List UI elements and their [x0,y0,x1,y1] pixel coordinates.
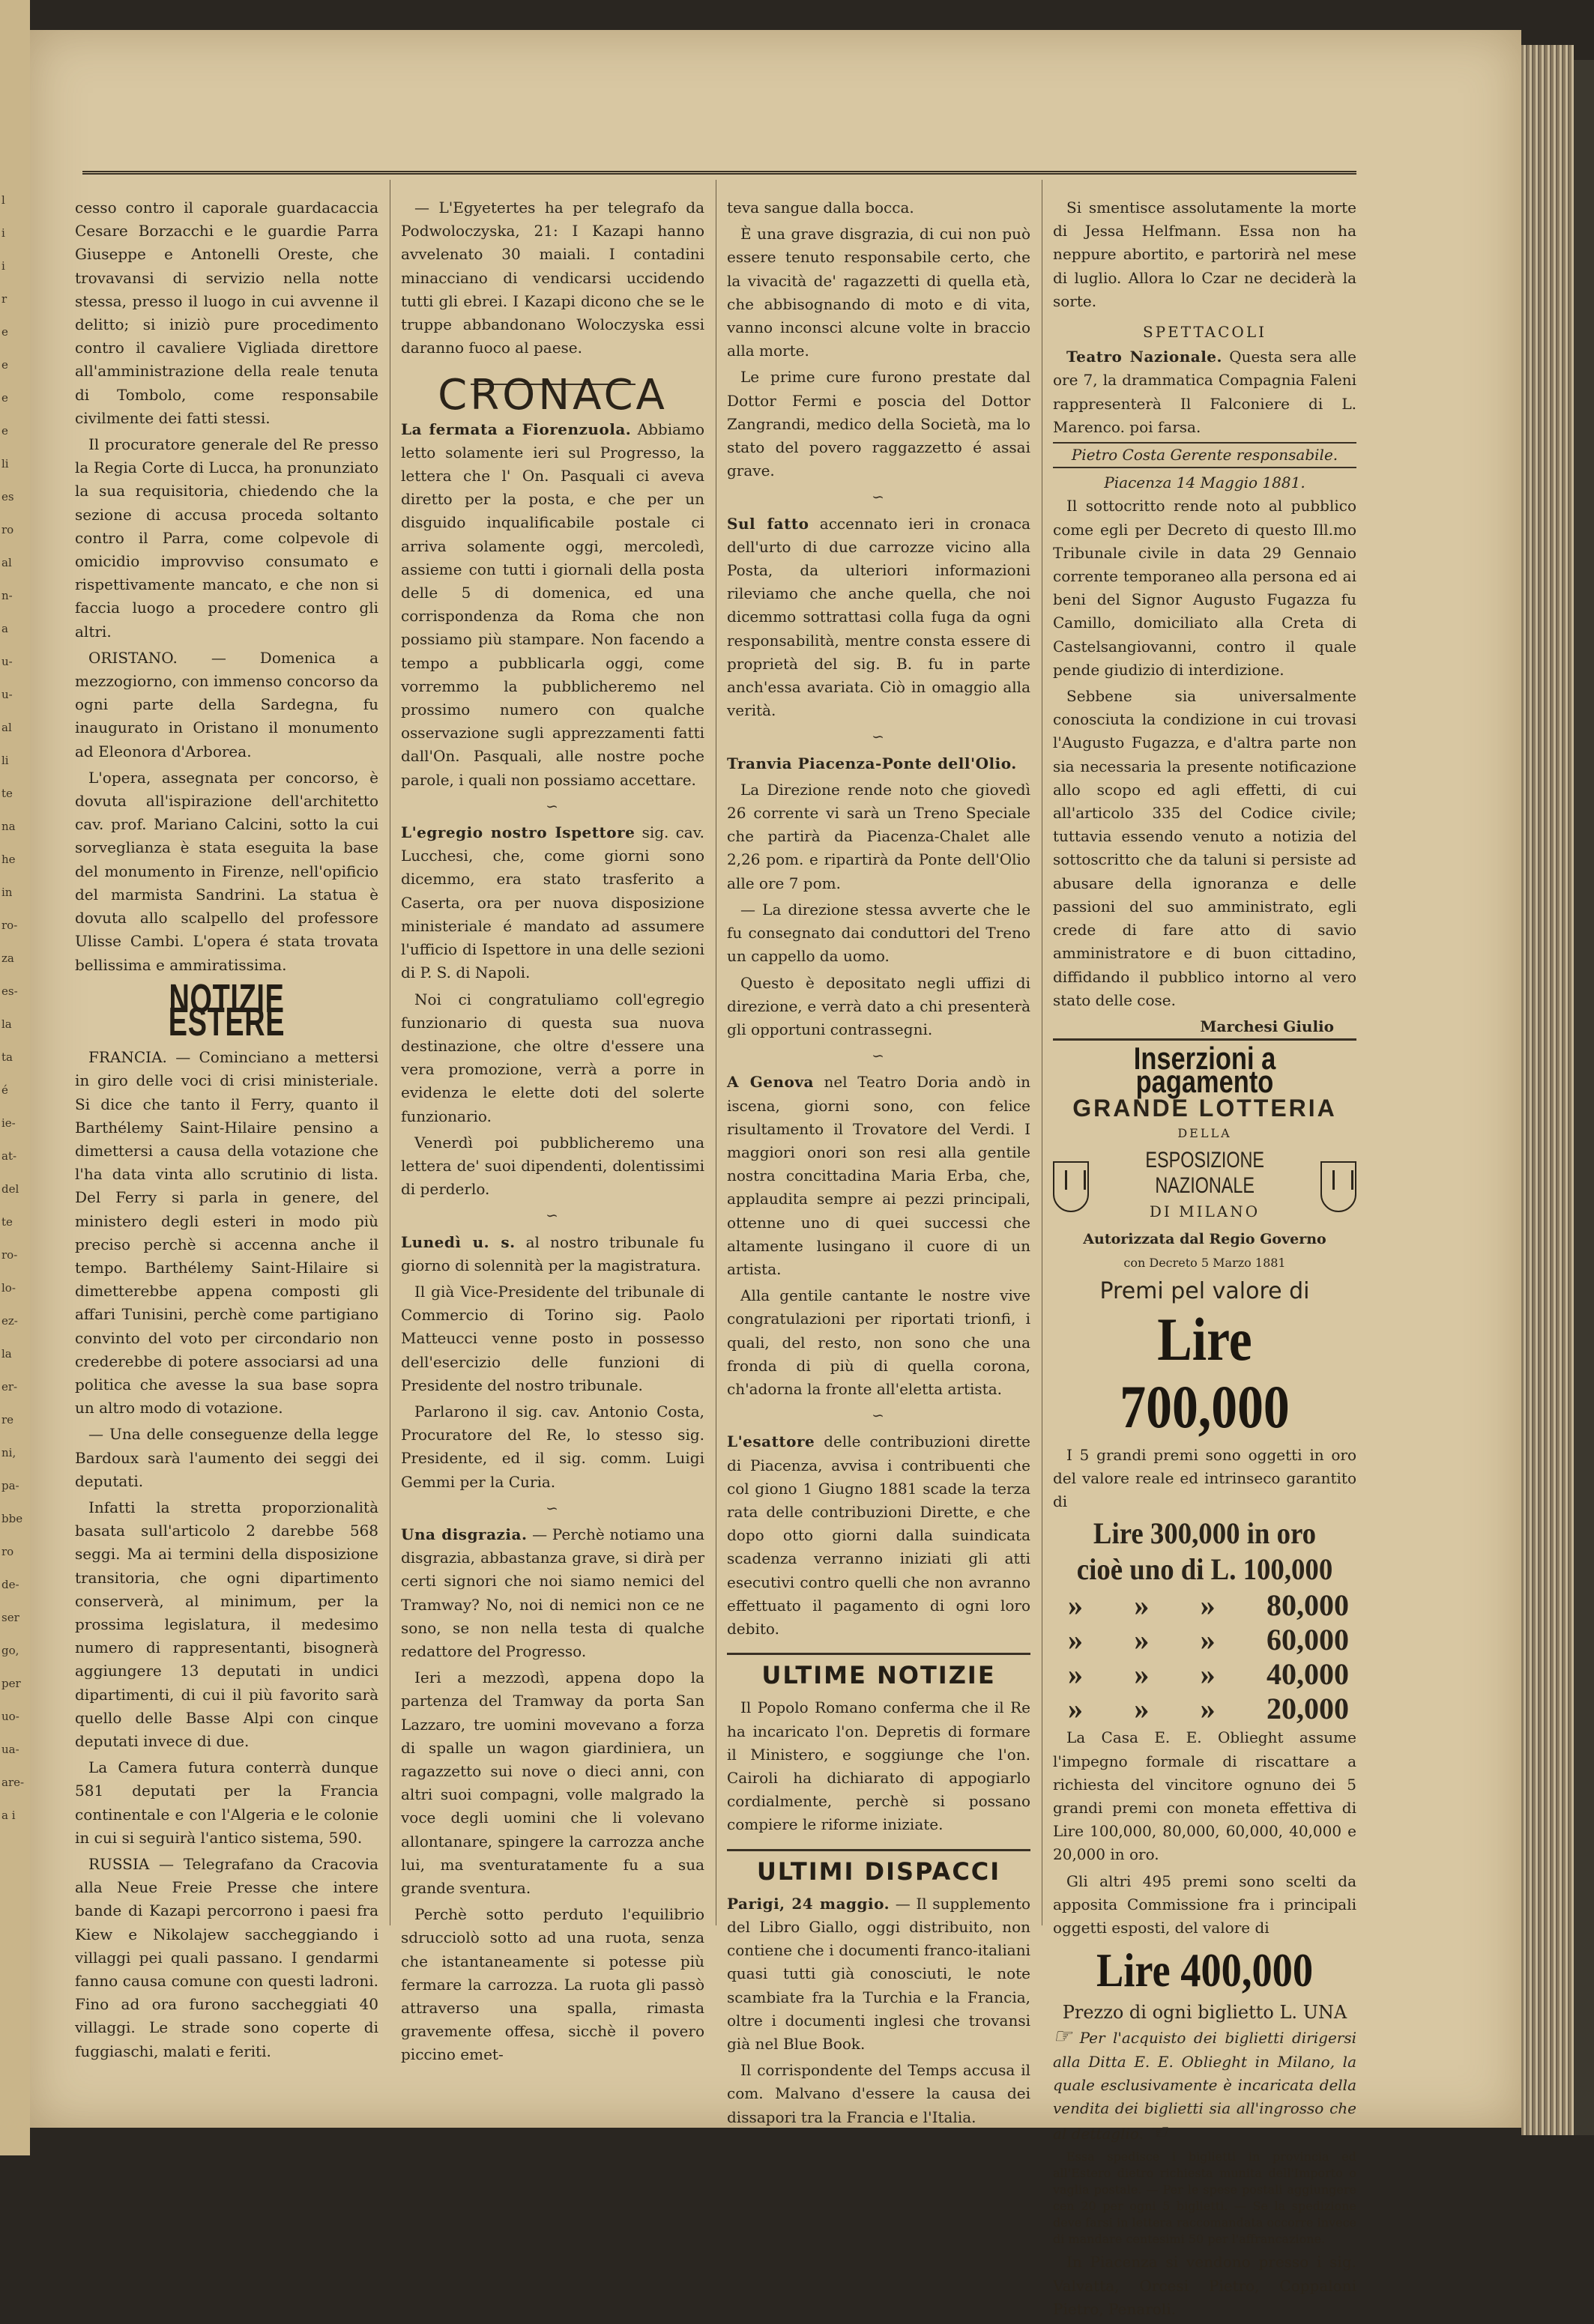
paragraph: Il Popolo Romano conferma che il Re ha incaricato l'on. Depretis di formare il Ministero, e soggiunge che l'on. Cairoli ha dichiarato di appogiarlo cordialmente, perchè si possano compiere le riforme iniziate. [727,1698,1030,1834]
paragraph: Il procuratore generale del Re presso la Regia Corte di Lucca, ha pronunziato la sua requisitoria, chiedendo che la sezione di accusa proceda soltanto contro il Parra, come colpevole di omicidio improvviso consumato e rispettivamente mancato, e che non si faccia luogo a procedere contro gli altri. [75,435,378,641]
runin-heading: Teatro Nazionale. [1066,348,1222,366]
news-item-lunedi [401,1231,704,1277]
ad-heading: Inserzioni a pagamento [1133,1041,1276,1100]
margin-fragment: za [1,951,14,965]
ditto-mark: » [1200,1692,1216,1726]
paragraph-text: — Perchè notiamo una disgrazia, abbastanza grave, si dirà per certi signori che noi siamo nemici del Tramway? No, noi di nemici non ce ne sono, se non nella testa di qualche redattore del Progresso. [401,1525,705,1660]
margin-fragment: he [1,853,16,866]
margin-fragment: pa- [1,1479,19,1492]
prize-row [1053,1588,1356,1623]
page-stack-edge [1521,45,1574,2135]
section-heading-notizie-estere: NOTIZIE ESTERE [168,975,286,1044]
margin-fragment: ro- [1,919,18,932]
paragraph: In Piacenza si vendono presso i sig. Valvatta, Orcesi Pietro, Coppaloni Pietro, Penaroli. [1053,2253,1356,2318]
ad-decreto: con Decreto 5 Marzo 1881 [1123,1256,1286,1271]
column-4 [1053,196,1356,2324]
ornament: ∽ [872,488,886,506]
paragraph: Alla gentile cantante le nostre vive congratulazioni per riportati trionfi, i quali, del resto, non sono che una fronda di più di quella corona, ch'adorna la fronte all'eletta artista. [727,1286,1030,1398]
prize-value: 60,000 [1266,1623,1349,1657]
margin-fragment: per [1,1677,21,1690]
ornament: ∽ [546,1498,560,1517]
margin-fragment: la [1,1347,12,1361]
prize-value: 20,000 [1266,1692,1349,1726]
margin-fragment: i [1,259,5,273]
margin-fragment: go, [1,1644,19,1657]
ad-lire-700000: Lire 700,000 [1120,1304,1290,1441]
margin-fragment: re [1,1413,14,1426]
paragraph: Le prime cure furono prestate dal Dottor Fermi e poscia del Dottor Zangrandi, medico della Società, ma lo stato del povero raggazzetto é assai grave. [727,368,1030,480]
paragraph: — Una delle conseguenze della legge Bardoux sarà l'aumento dei seggi dei deputati. [75,1425,378,1490]
margin-fragment: na [1,820,16,833]
news-item-tranvia-heading [727,752,1030,775]
margin-fragment: i [1,226,5,240]
paragraph-text: delle contribuzioni dirette di Piacenza, avvisa i contribuenti che col giono 1 Giugno 1881 scade la terza rata delle contribuzioni Dirette, e che dopo otto giorni dalla suindicata scadenza verranno iniziati gli atti esecutivi contro quelli che non avranno effettuato il pagamento di ogni loro debito. [727,1432,1030,1638]
runin-heading: La fermata a Fiorenzuola. [401,420,632,438]
margin-fragment: bbe [1,1512,23,1525]
ad-lire-300000: Lire 300,000 in oro [1093,1516,1317,1551]
paragraph: Il già Vice-Presidente del tribunale di Commercio di Torino sig. Paolo Matteucci venne posto in possesso dell'esercizio delle funzioni di Presidente del nostro tribunale. [401,1282,704,1394]
pointing-hand-icon: ☜ [1148,2119,1168,2145]
news-item-esattore [727,1430,1030,1641]
margin-fragment: are- [1,1776,25,1789]
ditto-mark: » [1134,1657,1150,1692]
ad-acquisto [1053,2024,1356,2146]
news-item-teatro [1053,345,1356,439]
gerente-line: Pietro Costa Gerente responsabile. [1053,442,1356,468]
ditto-mark: » [1200,1588,1216,1623]
margin-fragment: es [1,490,14,503]
ditto-mark: » [1068,1692,1083,1726]
margin-fragment: a [1,622,8,635]
news-item-fatto [727,512,1030,723]
ad-milano: DI MILANO [1149,1202,1261,1220]
runin-heading: L'esattore [727,1432,815,1451]
coat-of-arms-icon [1053,1161,1089,1212]
ad-premi: Premi pel valore di [1099,1277,1310,1304]
ditto-mark: » [1068,1657,1083,1692]
paragraph: È una grave disgrazia, di cui non può essere tenuto responsabile certo, che la vivacità de' ragazzetti di quella età, che abbisognando di moto e di vita, vanno inconsci alcune volte in braccio alla morte. [727,225,1030,360]
margin-fragment: te [1,1215,13,1229]
paragraph-text: Abbiamo letto solamente ieri sul Progresso, la lettera che l' On. Pasquali ci aveva diretto per la posta, e che per un disguido inqualificabile postale ci arriva solamente oggi, mercoledì, assieme con tutti i giornali della posta delle 5 di domenica, ed una corrispondenza da Roma che non possiamo più stampare. Non facendo a tempo a pubblicarla oggi, come vorremmo la pubblicheremo nel prossimo numero con qualche osservazione sugli apprezzamenti fatti dall'On. Pasquali, alle nostre poche parole, i quali non possiamo accettare. [401,420,705,789]
margin-fragment: at- [1,1149,17,1163]
margin-fragment: al [1,721,12,734]
ad-autorizzata: Autorizzata dal Regio Governo [1083,1231,1326,1248]
runin-heading: Lunedì u. s. [401,1232,516,1251]
paragraph: Questo è depositato negli uffizi di direzione, e verrà dato a chi presenterà gli opportuni contrassegni. [727,973,1030,1038]
paragraph: Venerdì poi pubblicheremo una lettera de' suoi dipendenti, dolentissimi di perderlo. [401,1133,704,1199]
margin-fragment: del [1,1182,19,1196]
paragraph: Ieri a mezzodì, appena dopo la partenza del Tramway da porta San Lazzaro, tre uomini movevano a forza di spalle un wagon giardiniera, un ragazzetto sui nove o dieci anni, con altri suoi compagni, volle malgrado la voce degli uomini che li volevano allontanare, spingere la carrozza anche lui, ma sventuratamente fu a sua grande sventura. [401,1668,704,1898]
margin-fragment: ni, [1,1446,16,1459]
ad-della: DELLA [1177,1125,1232,1140]
margin-fragment: ro [1,523,14,536]
ditto-mark: » [1134,1692,1150,1726]
ad-prezzo: Prezzo di ogni biglietto L. UNA [1062,2002,1347,2024]
book-spine-shadow [1574,60,1594,2135]
paragraph: FRANCIA. — Cominciano a mettersi in giro delle voci di crisi ministeriale. Si dice che tanto il Ferry, quanto il Barthélemy Saint-Hilaire pensino a dimettersi a causa della votazione che l'ha data vinta allo scrutinio di lista. Del Ferry si parla in genere, del ministero degli esteri in modo più preciso perchè si accenna anche il tempo. Barthélemy Saint-Hilaire si dimetterebbe appena composti gli affari Tunisini, perchè come partigiano convinto del voto per circondario non crederebbe di potere associarsi ad una politica che avesse la sua base sopra un altro modo di votazione. [75,1048,378,1417]
adjacent-page-strip [0,0,30,2155]
paragraph-text: nel Teatro Doria andò in iscena, giorni sono, con felice risultamento il Trovatore del Verdi. I maggiori onori son resi alla gentile nostra concittadina Maria Erba, che, applaudita sempre ai pezzi principali, ottenne uno di quei successi che altamente lusingano il cuore di un artista. [727,1073,1031,1278]
margin-fragment: ro- [1,1248,18,1262]
runin-heading: L'egregio nostro Ispettore [401,823,636,842]
ornament: ∽ [872,1406,886,1425]
margin-fragment: ez- [1,1314,18,1328]
runin-heading: Sul fatto [727,514,809,533]
ditto-mark: » [1068,1623,1083,1657]
ad-expo-text [1089,1148,1320,1225]
margin-fragment: li [1,754,9,767]
ad-fine-print: Essa spedisce i biglietti in provincia ed all'Estero dietro richiesta munita dell'Importo o vaglia postale. — Per le spese postali aggiungere cen 20 per ogni 5 biglietti. — Se la spedizione deve farsi in lettera raccomandata occorre invece di mandare centesimi 50 per l'affrancazione. [1053,2149,1356,2247]
paragraph-text: sig. cav. Lucchesi, che, come giorni sono dicemmo, era stato trasferito a Caserta, ora per nuova disposizione ministeriale é mandato ad assumere l'ufficio di Ispettore in una delle sezioni di P. S. di Napoli. [401,823,704,982]
news-item-genova [727,1071,1030,1281]
prize-value: 40,000 [1266,1657,1349,1692]
news-item-ispettore [401,821,704,984]
margin-fragment: r [1,292,7,306]
margin-fragment: es- [1,984,18,998]
ad-expo-block [1053,1148,1356,1225]
ornament: ∽ [546,796,560,815]
paragraph: teva sangue dalla bocca. [727,199,914,217]
paragraph-text: al nostro tribunale fu giorno di solennità per la magistratura. [401,1232,704,1274]
section-heading-ultime-notizie: ULTIME NOTIZIE [727,1653,1030,1687]
margin-fragment: lo- [1,1281,16,1295]
paragraph-text: Per l'acquisto dei biglietti dirigersi alla Ditta E. E. Oblieght in Milano, la quale esclusivamente è incaricata della vendita dei biglietti sia all'ingrosso che al dettaglio. [1053,2029,1356,2143]
ditto-mark: » [1134,1623,1150,1657]
paragraph: Parlarono il sig. cav. Antonio Costa, Procuratore del Re, lo stesso sig. Presidente, ed il sig. comm. Luigi Gemmi per la Curia. [401,1402,704,1491]
column-1 [75,196,378,2066]
ornament: ∽ [546,1206,560,1225]
paragraph: La Casa E. E. Oblieght assume l'impegno formale di riscattare a richiesta del vincitore ognuno dei 5 grandi premi con moneta effettiva di Lire 100,000, 80,000, 60,000, 40,000 e 20,000 in oro. [1053,1728,1356,1864]
coat-of-arms-icon [1320,1161,1356,1212]
signature: Marchesi Giulio [1053,1015,1356,1041]
paragraph: La Direzione rende noto che giovedì 26 corrente vi sarà un Treno Speciale che partirà da Piacenza-Chalet alle 2,26 pom. e ripartirà da Ponte dell'Olio alle ore 7 pom. [727,780,1030,892]
paragraph-text: Questa sera alle ore 7, la drammatica Compagnia Faleni rappresenterà Il Falconiere di L. Marenco. poi farsa. [1053,348,1357,436]
margin-fragment: e [1,391,8,405]
ditto-mark: » [1068,1588,1083,1623]
paragraph: RUSSIA — Telegrafano da Cracovia alla Neue Freie Presse che intere bande di Kazapi percorrono i paesi fra Kiew e Nikolajew saccheggiando i villaggi pei quali passano. I gendarmi fanno causa comune con questi ladroni. Fino ad ora furono saccheggiati 40 villaggi. Le strade sono coperte di fuggiaschi, malati e feriti. [75,1855,378,2060]
spettacoli-heading: SPETTACOLI [1142,323,1267,342]
margin-fragment: de- [1,1578,19,1591]
margin-fragment: la [1,1017,12,1031]
paragraph: Sebbene sia universalmente conosciuta la condizione in cui trovasi l'Augusto Fugazza, e d'altra parte non sia necessaria la presente notificazione allo scopo ed agli effetti, di cui all'articolo 335 del Codice civile; tuttavia essendo venuto a notizia del sottoscritto che da taluni si persiste ad abusare della ignoranza e delle passioni del suo amministrato, egli crede di fare atto di savio amministratore e di buon cittadino, diffidando il pubblico intorno al vero stato delle cose. [1053,687,1356,1009]
margin-fragment: l [1,193,5,207]
column-3 [727,196,1030,2132]
paragraph: I 5 grandi premi sono oggetti in oro del valore reale ed intrinseco garantito di [1053,1445,1356,1511]
pointing-hand-icon: ☞ [1053,2024,1072,2049]
ditto-mark: » [1134,1588,1150,1623]
margin-fragment: li [1,457,9,470]
paragraph: — L'Egyetertes ha per telegrafo da Podwoloczyska, 21: I Kazapi hanno avvelenato 30 maiali. I contadini minacciano di vendicarsi uccidendo tutti gli ebrei. I Kazapi dicono che se le truppe abbandonano Woloczyska essi daranno fuoco al paese. [401,199,704,357]
margin-fragment: ua- [1,1743,19,1756]
ornament: ∽ [872,1047,886,1065]
dateline: Piacenza 14 Maggio 1881. [1104,473,1305,492]
margin-fragment: ie- [1,1116,16,1130]
paragraph: Infatti la stretta proporzionalità basata sull'articolo 2 darebbe 568 seggi. Ma ai termini della disposizione transitoria, che ogni dipartimento conserverà, al minimum, per la prossima legislatura, il medesimo numero di rappresentanti, bisognerà aggiungere 13 deputati in undici dipartimenti, di cui il più favorito sarà quello delle Basse Alpi con cinque deputati invece di due. [75,1498,378,1750]
paragraph: Gli altri 495 premi sono scelti da apposita Commissione fra i principali oggetti esposti, del valore di [1053,1871,1356,1937]
margin-fragment: ta [1,1050,13,1064]
header-rule [82,171,1356,175]
section-heading-ultimi-dispacci: ULTIMI DISPACCI [727,1849,1030,1883]
ditto-mark: » [1200,1623,1216,1657]
news-item-disgrazia [401,1523,704,1663]
margin-fragment: e [1,358,8,372]
ad-lotteria: GRANDE LOTTERIA [1072,1094,1337,1122]
paragraph: Il corrispondente del Temps accusa il com. Malvano d'essere la causa dei dissapori tra la Francia e l'Italia. [727,2061,1030,2126]
paragraph: Noi ci congratuliamo coll'egregio funzionario di questa sua nuova destinazione, che oltre d'essere una vera promozione, verrà a porre in evidenza le elette doti del solerte funzionario. [401,990,704,1125]
paragraph: ORISTANO. — Domenica a mezzogiorno, con immenso concorso da ogni parte della Sardegna, fu inaugurato in Oristano il monumento ad Eleonora d'Arborea. [75,648,378,760]
paragraph-text: — Il supplemento del Libro Giallo, oggi distribuito, non contiene che i documenti franco-italiani quasi tutti già conosciuti, le note scambiate fra la Turchia e la Francia, oltre i documenti inglesi che trovansi già nel Blue Book. [727,1894,1030,2054]
margin-fragment: in [1,886,13,899]
prize-value: 80,000 [1266,1588,1349,1623]
column-2 [401,196,704,2070]
paragraph: Il sottocritto rende noto al pubblico come egli per Decreto di questo Ill.mo Tribunale civile in data 29 Gennaio corrente temporaneo alla persona ed ai beni del Signor Augusto Fugazza fu Camillo, domiciliato alla Creta di Castelsangiovanni, contro il quale pende giudizio di interdizione. [1053,497,1356,679]
margin-fragment: ro [1,1545,14,1558]
margin-fragment: a i [1,1809,16,1822]
margin-fragment: n- [1,589,13,602]
runin-heading: Parigi, 24 maggio. [727,1894,890,1913]
paragraph-text: accennato ieri in cronaca dell'urto di due carrozze vicino alla Posta, da ulteriori informazioni rileviamo che anche quella, che noi dicemmo sottrattasi colla fuga da ogni responsabilità, mentre consta essere di proprietà del sig. B. fu in parte anch'essa avariata. Ciò in omaggio alla verità. [727,514,1030,720]
ditto-mark: » [1200,1657,1216,1692]
paragraph: Perchè sotto perduto l'equilibrio sdrucciolò sotto ad una ruota, senza che istantaneamente si potesse più fermare la carrozza. La ruota gli passò attraverso una spalla, rimasta gravemente offesa, sicchè il povero piccino emet- [401,1905,704,2064]
paragraph: — La direzione stessa avverte che le fu consegnato dai conduttori del Treno un cappello da uomo. [727,900,1030,966]
margin-fragment: é [1,1083,8,1097]
paragraph: Si smentisce assolutamente la morte di Jessa Helfmann. Essa non ha neppure abortito, e partorirà nel mese di luglio. Allora lo Czar ne deciderà la sorte. [1053,199,1356,310]
section-heading-cronaca: CRONACA [438,371,668,420]
margin-fragment: ser [1,1611,19,1624]
margin-fragment: e [1,424,8,438]
news-item-parigi [727,1892,1030,2056]
runin-heading: A Genova [727,1073,814,1092]
paragraph: La Camera futura conterrà dunque 581 deputati per la Francia continentale e con l'Algeria e le colonie in cui si seguirà l'antico sistema, 590. [75,1758,378,1847]
ornament: ∽ [872,727,886,746]
ad-expo-title: ESPOSIZIONE NAZIONALE [1145,1147,1264,1198]
margin-fragment: e [1,325,8,339]
runin-heading: Tranvia Piacenza-Ponte dell'Olio. [727,754,1017,772]
ad-lire-400000: Lire 400,000 [1096,1943,1314,1997]
margin-fragment: u- [1,688,13,701]
runin-heading: Una disgrazia. [401,1525,528,1543]
margin-fragment: er- [1,1380,18,1394]
ad-cioe: cioè uno di L. 100,000 [1076,1552,1333,1587]
prize-row [1053,1657,1356,1692]
margin-fragment: u- [1,655,13,668]
margin-fragment: al [1,556,12,569]
margin-fragment: uo- [1,1710,19,1723]
prize-row [1053,1692,1356,1726]
prize-row [1053,1623,1356,1657]
paragraph: cesso contro il caporale guardacaccia Cesare Borzacchi e le guardie Parra Giuseppe e Antonelli Oreste, che trovavansi di servizio nella notte stessa, presso il luogo in cui avvenne il delitto; si iniziò pure procedimento contro il cavaliere Vigliada direttore all'amministrazione della reale tenuta di Tombolo, come responsabile civilmente dei fatti stessi. [75,199,378,427]
paragraph: L'opera, assegnata per concorso, è dovuta all'ispirazione dell'architetto cav. prof. Mariano Calcini, sotto la cui sorveglianza è stata eseguita la base del monumento in Firenze, nell'opificio del marmista Sandrini. La statua è dovuta allo scalpello del professore Ulisse Cambi. L'opera é stata trovata bellissima e ammiratissima. [75,768,378,974]
margin-fragment: te [1,787,13,800]
news-item-fermata [401,418,704,792]
